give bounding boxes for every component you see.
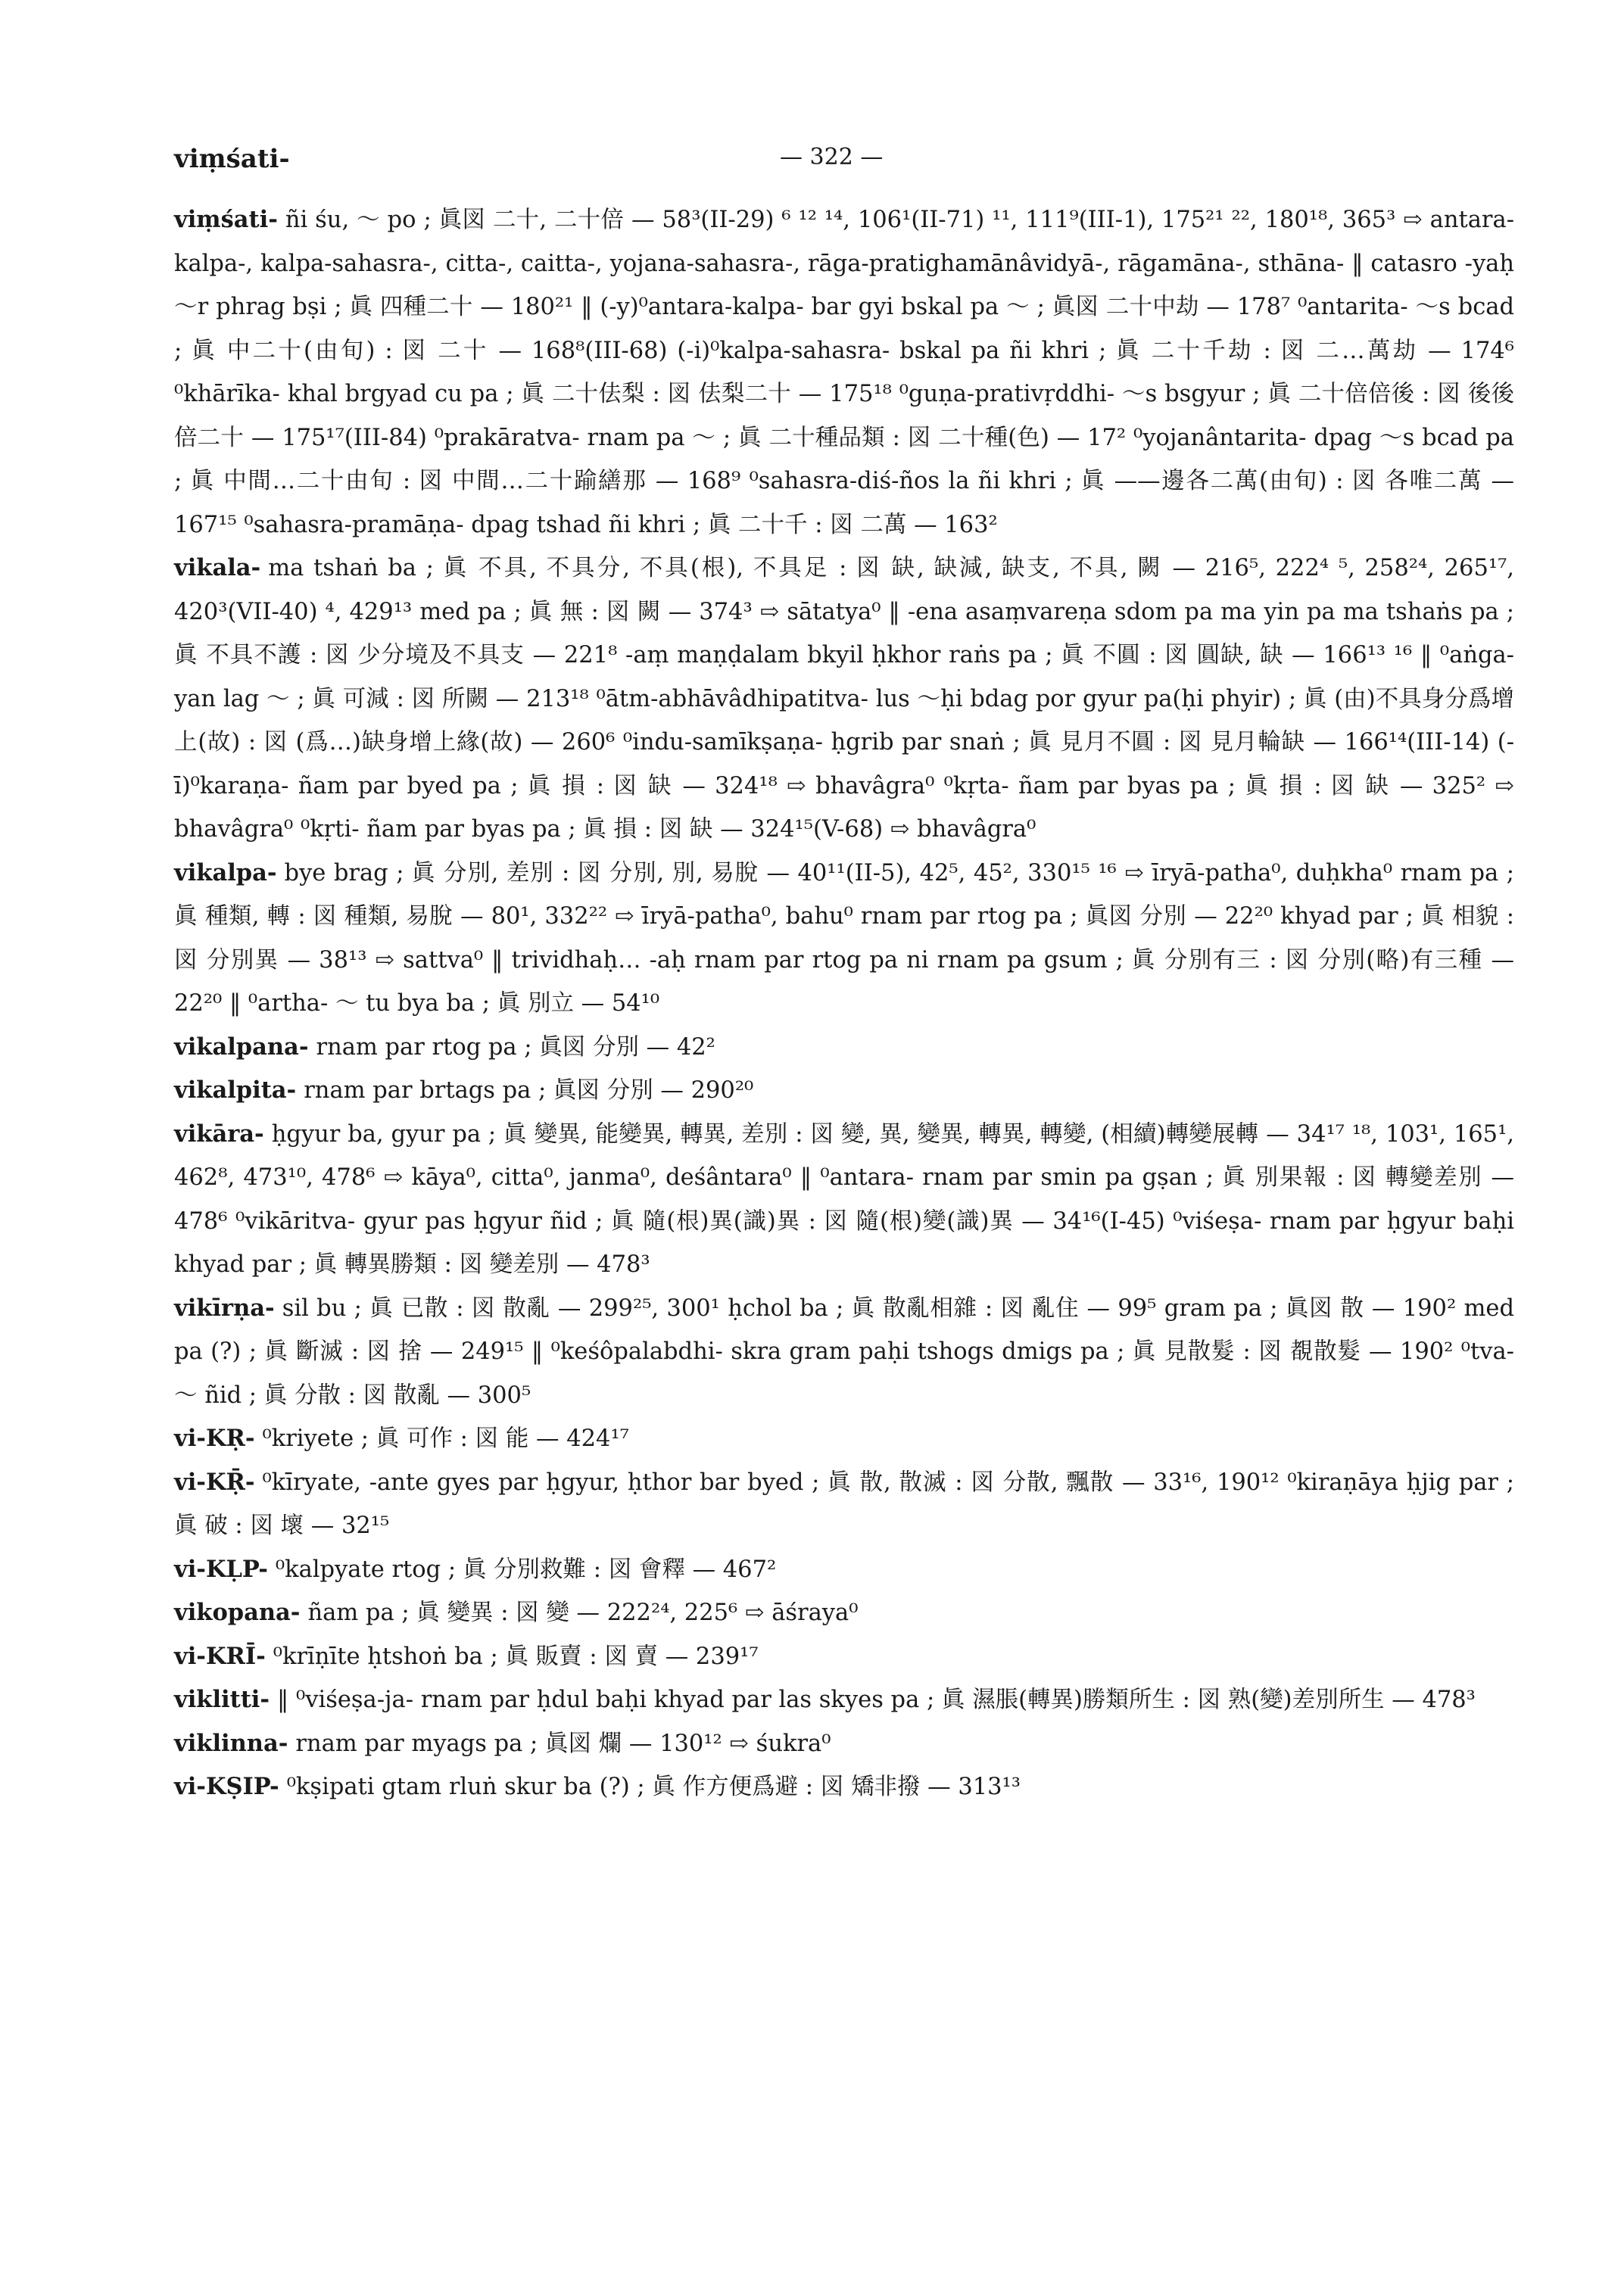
entry-headword: vi-KṚ- (174, 1425, 255, 1452)
running-head: viṃśati- (174, 144, 290, 174)
page-number: — 322 — (780, 144, 884, 170)
dictionary-entry (174, 1548, 1514, 1592)
entry-headword: viṃśati- (174, 206, 278, 233)
entry-headword: vikala- (174, 554, 261, 581)
entry-headword: vikāra- (174, 1120, 264, 1148)
dictionary-entry (174, 198, 1514, 547)
entry-headword: vikīrṇa- (174, 1294, 275, 1322)
entry-body: rnam par rtog pa ; 眞図 分別 — 42² (316, 1033, 715, 1061)
entry-headword: vi-KḶP- (174, 1555, 268, 1583)
entry-headword: vikalpana- (174, 1033, 309, 1061)
entry-body: ⁰kalpyate rtog ; 眞 分別救難 : 図 會釋 — 467² (275, 1556, 777, 1583)
entry-body: ñam pa ; 眞 變異 : 図 變 — 222²⁴, 225⁶ ⇨ āśraya⁰ (307, 1600, 859, 1626)
dictionary-entry (174, 547, 1514, 852)
dictionary-entry (174, 1417, 1514, 1461)
entry-body: bye brag ; 眞 分別, 差別 : 図 分別, 別, 易脫 — 40¹¹(II-5), 42⁵, 45², 330¹⁵ ¹⁶ ⇨ īryā-patha⁰, duḥkha⁰ rnam pa ; 眞 種類, 轉 : 図 種類, 易脫 — 80¹, 332²² ⇨ īryā-patha⁰, bahu⁰ rnam par rtog pa ; 眞図 分別 — 22²⁰ khyad par ; 眞 相貌 : 図 分別異 — 38¹³ ⇨ sattva⁰ ‖ trividhaḥ… -aḥ rnam par rtog pa ni rnam pa gsum ; 眞 分別有三 : 図 分別(略)有三種 — 22²⁰ ‖ ⁰artha- ～ tu bya ba ; 眞 別立 — 54¹⁰ (174, 859, 1514, 1017)
entry-body: ḥgyur ba, gyur pa ; 眞 變異, 能變異, 轉異, 差別 : 図 變, 異, 變異, 轉異, 轉變, (相續)轉變展轉 — 34¹⁷ ¹⁸, 103¹, 165¹, 462⁸, 473¹⁰, 478⁶ ⇨ kāya⁰, citta⁰, janma⁰, deśântara⁰ ‖ ⁰antara- rnam par smin pa gṣan ; 眞 別果報 : 図 轉變差別 — 478⁶ ⁰vikāritva- gyur pas ḥgyur ñid ; 眞 隨(根)異(識)異 : 図 隨(根)變(識)異 — 34¹⁶(I-45) ⁰viśeṣa- rnam par ḥgyur baḥi khyad par ; 眞 轉異勝類 : 図 變差別 — 478³ (174, 1120, 1514, 1278)
entry-headword: vikalpita- (174, 1076, 297, 1104)
entry-body: ⁰kīryate, -ante gyes par ḥgyur, ḥthor bar byed ; 眞 散, 散滅 : 図 分散, 飄散 — 33¹⁶, 190¹² ⁰kiraṇāya ḥjig par ; 眞 破 : 図 壞 — 32¹⁵ (174, 1469, 1514, 1539)
entry-headword: viklinna- (174, 1729, 288, 1757)
entry-headword: viklitti- (174, 1686, 270, 1713)
dictionary-entry (174, 1591, 1514, 1635)
entry-body: ⁰kṣipati gtam rluṅ skur ba (?) ; 眞 作方便爲避 : 図 矯非撥 — 313¹³ (286, 1774, 1021, 1800)
entry-body: sil bu ; 眞 已散 : 図 散亂 — 299²⁵, 300¹ ḥchol ba ; 眞 散亂相雜 : 図 亂住 — 99⁵ gram pa ; 眞図 散 — 190² med pa (?) ; 眞 斷滅 : 図 捨 — 249¹⁵ ‖ ⁰keśôpalabdhi- skra gram paḥi tshogs dmigs pa ; 眞 見散髮 : 図 覩散髮 — 190² ⁰tva- ～ ñid ; 眞 分散 : 図 散亂 — 300⁵ (174, 1294, 1514, 1409)
dictionary-entry (174, 852, 1514, 1026)
entry-body: ma tshaṅ ba ; 眞 不具, 不具分, 不具(根), 不具足 : 図 缺, 缺減, 缺支, 不具, 闕 — 216⁵, 222⁴ ⁵, 258²⁴, 265¹⁷, 420³(VII-40) ⁴, 429¹³ med pa ; 眞 無 : 図 闕 — 374³ ⇨ sātatya⁰ ‖ -ena asaṃvareṇa sdom pa ma yin pa ma tshaṅs pa ; 眞 不具不護 : 図 少分境及不具支 — 221⁸ -aṃ maṇḍalam bkyil ḥkhor raṅs pa ; 眞 不圓 : 図 圓缺, 缺 — 166¹³ ¹⁶ ‖ ⁰aṅga- yan lag ～ ; 眞 可減 : 図 所闕 — 213¹⁸ ⁰ātm-abhāvâdhipatitva- lus ～ḥi bdag por gyur pa(ḥi phyir) ; 眞 (由)不具身分爲增上(故) : 図 (爲…)缺身增上緣(故) — 260⁶ ⁰indu-samīkṣaṇa- ḥgrib par snaṅ ; 眞 見月不圓 : 図 見月輪缺 — 166¹⁴(III-14) (-ī)⁰karaṇa- ñam par byed pa ; 眞 損 : 図 缺 — 324¹⁸ ⇨ bhavâgra⁰ ⁰kṛta- ñam par byas pa ; 眞 損 : 図 缺 — 325² ⇨ bhavâgra⁰ ⁰kṛti- ñam par byas pa ; 眞 損 : 図 缺 — 324¹⁵(V-68) ⇨ bhavâgra⁰ (174, 555, 1514, 843)
dictionary-entries (174, 198, 1514, 1809)
entry-body: ⁰krīṇīte ḥtshoṅ ba ; 眞 販賣 : 図 賣 — 239¹⁷ (273, 1643, 759, 1670)
entry-body: ‖ ⁰viśeṣa-ja- rnam par ḥdul baḥi khyad par las skyes pa ; 眞 濕脹(轉異)勝類所生 : 図 熟(變)差別所生 — 478³ (277, 1687, 1476, 1713)
dictionary-entry (174, 1287, 1514, 1418)
entry-headword: vikalpa- (174, 858, 277, 886)
dictionary-entry (174, 1113, 1514, 1287)
entry-body: ñi śu, ～ po ; 眞図 二十, 二十倍 — 58³(II-29) ⁶ ¹² ¹⁴, 106¹(II-71) ¹¹, 111⁹(III-1), 175²¹ ²², 180¹⁸, 365³ ⇨ antara-kalpa-, kalpa-sahasra-, citta-, caitta-, yojana-sahasra-, rāga-pratighamānâvidyā-, rāgamāna-, sthāna- ‖ catasro -yaḥ ～r phrag bṣi ; 眞 四種二十 — 180²¹ ‖ (-y)⁰antara-kalpa- bar gyi bskal pa ～ ; 眞図 二十中劫 — 178⁷ ⁰antarita- ～s bcad ; 眞 中二十(由旬) : 図 二十 — 168⁸(III-68) (-i)⁰kalpa-sahasra- bskal pa ñi khri ; 眞 二十千劫 : 図 二…萬劫 — 174⁶ ⁰khārīka- khal brgyad cu pa ; 眞 二十佉梨 : 図 佉梨二十 — 175¹⁸ ⁰guṇa-prativṛddhi- ～s bsgyur ; 眞 二十倍倍後 : 図 後後倍二十 — 175¹⁷(III-84) ⁰prakāratva- rnam pa ～ ; 眞 二十種品類 : 図 二十種(色) — 17² ⁰yojanântarita- dpag ～s bcad pa ; 眞 中間…二十由旬 : 図 中間…二十踰繕那 — 168⁹ ⁰sahasra-diś-ños la ñi khri ; 眞 ——邊各二萬(由旬) : 図 各唯二萬 — 167¹⁵ ⁰sahasra-pramāṇa- dpag tshad ñi khri ; 眞 二十千 : 図 二萬 — 163² (174, 207, 1514, 538)
entry-headword: vi-KRĪ- (174, 1642, 266, 1670)
entry-headword: vi-KṜ- (174, 1468, 255, 1496)
dictionary-entry (174, 1461, 1514, 1548)
dictionary-entry (174, 1026, 1514, 1070)
entry-body: ⁰kriyete ; 眞 可作 : 図 能 — 424¹⁷ (262, 1425, 629, 1452)
dictionary-entry (174, 1635, 1514, 1679)
entry-body: rnam par myags pa ; 眞図 爛 — 130¹² ⇨ śukra⁰ (295, 1730, 831, 1757)
dictionary-entry (174, 1722, 1514, 1766)
dictionary-entry (174, 1678, 1514, 1722)
dictionary-entry (174, 1069, 1514, 1113)
entry-headword: vi-KṢIP- (174, 1773, 279, 1800)
dictionary-entry (174, 1765, 1514, 1809)
entry-headword: vikopana- (174, 1599, 301, 1626)
entry-body: rnam par brtags pa ; 眞図 分別 — 290²⁰ (304, 1077, 754, 1104)
